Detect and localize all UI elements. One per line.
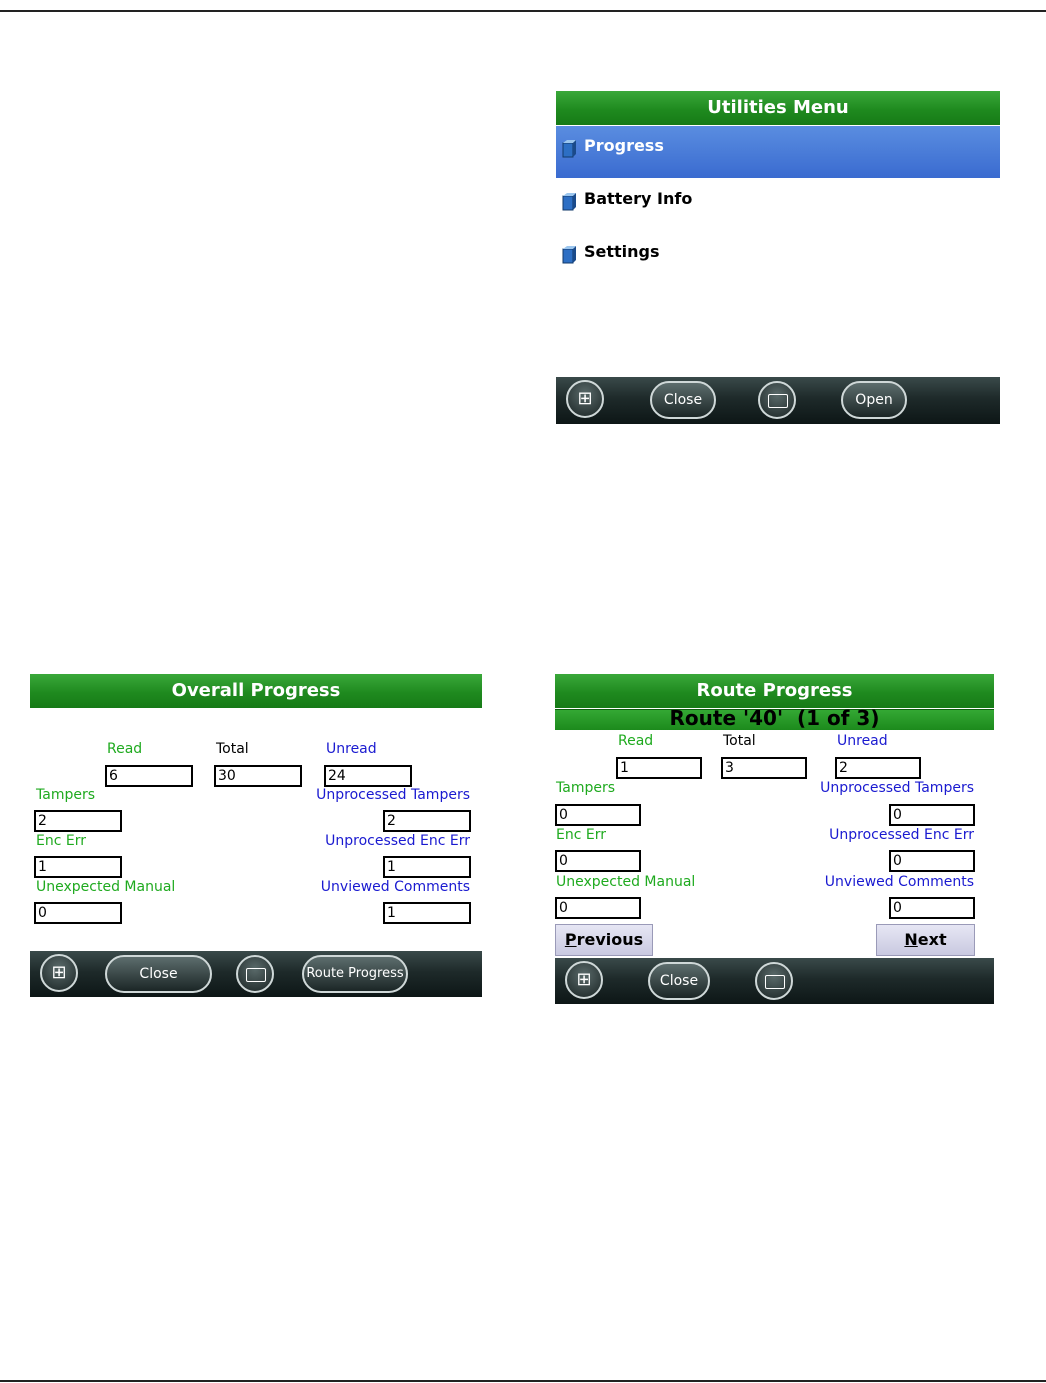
- route-progress-title: Route Progress: [555, 674, 994, 708]
- keyboard-icon[interactable]: [755, 962, 793, 1000]
- utilities-menu-title: Utilities Menu: [556, 91, 1000, 125]
- tampers-field[interactable]: 2: [34, 810, 122, 832]
- total-field[interactable]: 3: [721, 757, 807, 779]
- unprocessed-tampers-label: Unprocessed Tampers: [316, 787, 470, 803]
- enc-err-field[interactable]: 1: [34, 856, 122, 878]
- module-icon: [562, 140, 576, 158]
- overall-progress-panel: [30, 674, 482, 997]
- windows-start-button[interactable]: ⊞: [40, 954, 78, 992]
- tampers-label: Tampers: [36, 787, 96, 803]
- windows-start-button[interactable]: ⊞: [565, 961, 603, 999]
- route-subtitle: Route '40' (1 of 3): [669, 706, 880, 730]
- unviewed-comments-field[interactable]: 1: [383, 902, 471, 924]
- previous-label: revious: [576, 930, 644, 949]
- read-field[interactable]: 6: [105, 765, 193, 787]
- unprocessed-tampers-label: Unprocessed Tampers: [820, 780, 974, 796]
- unread-label: Unread: [837, 733, 888, 749]
- keyboard-icon[interactable]: [236, 955, 274, 993]
- open-button[interactable]: Open: [841, 381, 907, 419]
- unviewed-comments-label: Unviewed Comments: [320, 879, 470, 895]
- enc-err-field[interactable]: 0: [555, 850, 641, 872]
- unprocessed-enc-err-label: Unprocessed Enc Err: [325, 833, 470, 849]
- route-progress-button[interactable]: Route Progress: [302, 955, 408, 993]
- previous-mnemonic: P: [564, 930, 577, 949]
- menu-item-battery-info[interactable]: [556, 179, 1000, 231]
- previous-button[interactable]: [555, 924, 653, 956]
- unviewed-comments-label: Unviewed Comments: [824, 874, 974, 890]
- taskbar: [30, 951, 482, 997]
- total-label: Total: [723, 733, 756, 749]
- read-label: Read: [618, 733, 654, 749]
- unprocessed-tampers-field[interactable]: 0: [889, 804, 975, 826]
- menu-item-label: Settings: [584, 242, 660, 261]
- enc-err-label: Enc Err: [556, 827, 606, 843]
- taskbar: [556, 377, 1000, 424]
- unviewed-comments-field[interactable]: 0: [889, 897, 975, 919]
- unexpected-manual-field[interactable]: 0: [34, 902, 122, 924]
- close-button[interactable]: Close: [650, 381, 716, 419]
- enc-err-label: Enc Err: [36, 833, 86, 849]
- total-field[interactable]: 30: [214, 765, 302, 787]
- unprocessed-enc-err-label: Unprocessed Enc Err: [829, 827, 974, 843]
- bottom-rule: [0, 1380, 1046, 1382]
- close-button[interactable]: Close: [105, 955, 212, 993]
- read-field[interactable]: 1: [616, 757, 702, 779]
- unread-field[interactable]: 2: [835, 757, 921, 779]
- close-button[interactable]: Close: [648, 962, 710, 1000]
- unread-field[interactable]: 24: [324, 765, 412, 787]
- menu-item-label: Progress: [584, 136, 664, 155]
- tampers-field[interactable]: 0: [555, 804, 641, 826]
- menu-item-settings[interactable]: [556, 232, 1000, 284]
- unread-label: Unread: [326, 741, 377, 757]
- unprocessed-enc-err-field[interactable]: 0: [889, 850, 975, 872]
- unprocessed-enc-err-field[interactable]: 1: [383, 856, 471, 878]
- module-icon: [562, 193, 576, 211]
- windows-start-button[interactable]: ⊞: [566, 380, 604, 418]
- unexpected-manual-label: Unexpected Manual: [556, 874, 696, 890]
- unexpected-manual-label: Unexpected Manual: [36, 879, 176, 895]
- overall-progress-title: Overall Progress: [30, 674, 482, 708]
- read-label: Read: [107, 741, 143, 757]
- unprocessed-tampers-field[interactable]: 2: [383, 810, 471, 832]
- tampers-label: Tampers: [556, 780, 616, 796]
- unexpected-manual-field[interactable]: 0: [555, 897, 641, 919]
- keyboard-icon[interactable]: [758, 381, 796, 419]
- top-rule: [0, 10, 1046, 12]
- menu-item-label: Battery Info: [584, 189, 693, 208]
- next-button[interactable]: [876, 924, 975, 956]
- total-label: Total: [216, 741, 249, 757]
- route-progress-panel: [555, 674, 994, 1004]
- taskbar: [555, 958, 994, 1004]
- next-mnemonic: N: [904, 930, 918, 949]
- next-label: ext: [917, 930, 947, 949]
- menu-item-progress[interactable]: [556, 126, 1000, 178]
- module-icon: [562, 246, 576, 264]
- utilities-menu-panel: [556, 91, 1000, 424]
